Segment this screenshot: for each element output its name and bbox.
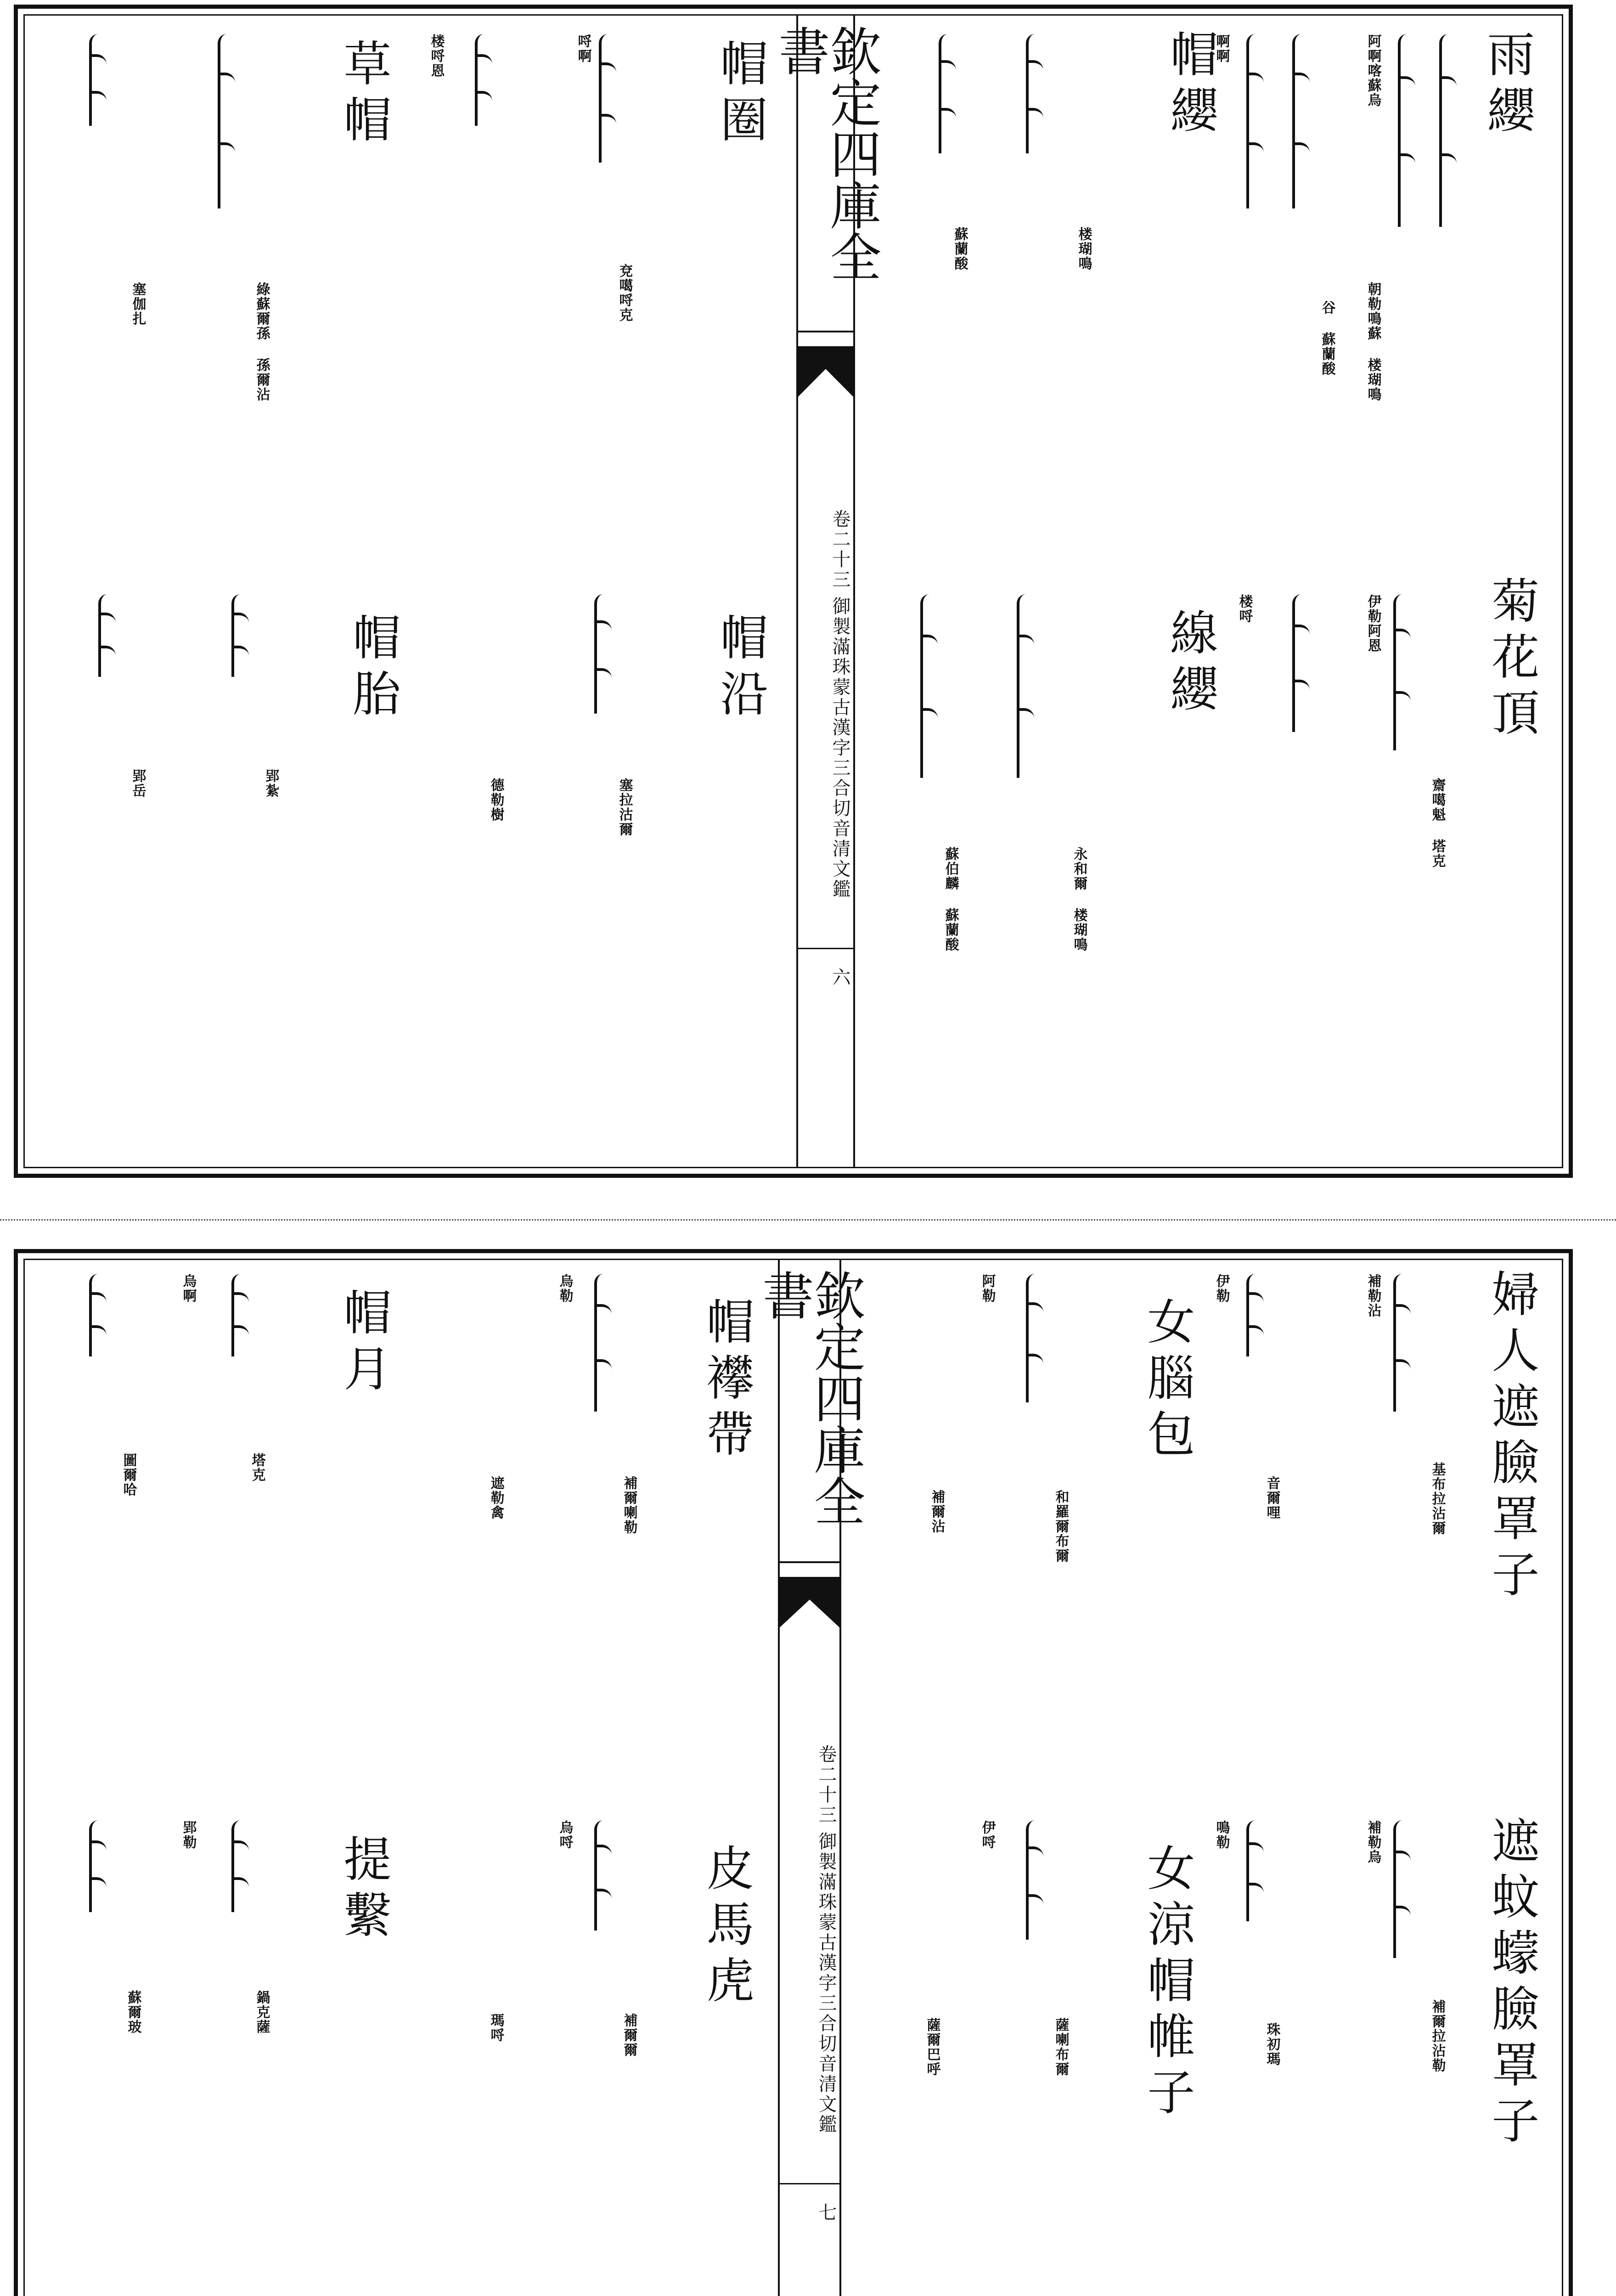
- gloss-text: 永和爾 楼瑚鳴: [1071, 847, 1087, 952]
- gloss-text: 烏啊: [180, 1274, 197, 1303]
- gloss-text: 珠初瑪: [1264, 2022, 1280, 2066]
- gloss-text: 伊勒: [1213, 1274, 1230, 1303]
- gloss-text: 朝勒鳴蘇 楼瑚鳴: [1365, 282, 1381, 402]
- manchu-script: [1393, 1274, 1417, 1412]
- manchu-script: [939, 34, 963, 153]
- entry-heading: 女涼帽帷子: [1139, 1843, 1195, 2123]
- gloss-text: 塔克: [249, 1453, 265, 1482]
- gloss-text: 補勒烏: [1365, 1820, 1381, 1864]
- gloss-text: 烏哷: [557, 1820, 573, 1850]
- gloss-text: 哷啊: [575, 34, 591, 63]
- gloss-text: 阿勒: [979, 1274, 996, 1303]
- gloss-text: 鍋克薩: [253, 1990, 270, 2034]
- manchu-script: [599, 34, 623, 163]
- entry-heading: 帽月: [335, 1288, 392, 1400]
- gloss-text: 兗噶哷克: [616, 264, 633, 322]
- entry-heading: 菊花頂: [1483, 576, 1540, 744]
- gloss-text: 圖爾哈: [120, 1453, 137, 1497]
- entry-heading: 帽沿: [712, 613, 768, 725]
- manchu-script: [1398, 34, 1422, 227]
- manchu-script: [920, 594, 944, 778]
- manchu-script: [594, 1820, 618, 1930]
- gloss-text: 蘇蘭酸: [952, 227, 968, 271]
- gloss-text: 遮勒禽: [488, 1476, 504, 1520]
- gloss-text: 啊啊: [1213, 34, 1230, 63]
- manchu-script: [1026, 34, 1050, 153]
- manchu-script: [1292, 594, 1316, 732]
- gloss-text: 阿啊喀蘇烏: [1365, 34, 1381, 107]
- gloss-text: 塞拉沽爾: [616, 778, 633, 837]
- manchu-script: [1026, 1820, 1050, 1940]
- entry-heading: 婦人遮臉罩子: [1483, 1269, 1540, 1605]
- manchu-script: [1393, 1820, 1417, 1958]
- top-folio: 六: [798, 948, 853, 1000]
- entry-heading: 帽圈: [712, 39, 768, 151]
- page-divider: [0, 1219, 1616, 1221]
- manchu-script: [1393, 594, 1417, 750]
- manchu-script: [594, 1274, 618, 1412]
- bottom-spine-fishtail: [780, 1577, 839, 1627]
- gloss-text: 楼哷: [1236, 594, 1253, 624]
- entry-heading: 提繫: [335, 1834, 392, 1946]
- bottom-folio: 七: [780, 2183, 839, 2235]
- gloss-text: 伊哷: [979, 1820, 996, 1850]
- entry-heading: 女腦包: [1139, 1297, 1195, 1465]
- gloss-text: 谷 蘇蘭酸: [1319, 300, 1335, 376]
- manchu-script: [1439, 34, 1463, 227]
- gloss-text: 塞伽扎: [130, 282, 146, 326]
- manchu-script: [1017, 594, 1041, 778]
- gloss-text: 補爾喇勒: [621, 1476, 637, 1535]
- gloss-text: 薩爾巴呼: [924, 2018, 940, 2077]
- manchu-script: [1292, 34, 1316, 208]
- top-page-frame: [23, 14, 1563, 1168]
- gloss-text: 綠蘇爾孫 孫爾沾: [253, 282, 270, 402]
- gloss-text: 補爾沾: [929, 1490, 945, 1534]
- gloss-text: 薩喇布爾: [1053, 2018, 1069, 2077]
- bottom-page-frame: [23, 1259, 1563, 2296]
- entry-heading: 草帽: [335, 39, 392, 151]
- gloss-text: 基布拉沾爾: [1429, 1462, 1446, 1536]
- entry-heading: 雨纓: [1479, 29, 1535, 141]
- entry-heading: 皮馬虎: [698, 1843, 755, 2011]
- gloss-text: 齋噶魁 塔克: [1429, 778, 1446, 868]
- top-page: [14, 5, 1573, 1178]
- manchu-script: [98, 594, 122, 677]
- top-spine-fishtail: [798, 346, 853, 397]
- gloss-text: 瑪哷: [488, 2013, 504, 2043]
- gloss-text: 蘇伯麟 蘇蘭酸: [942, 847, 959, 952]
- gloss-text: 鳴勒: [1213, 1820, 1230, 1850]
- manchu-script: [1246, 1820, 1270, 1921]
- gloss-text: 德勒樹: [488, 778, 504, 822]
- gloss-text: 楼哷恩: [428, 34, 445, 78]
- gloss-text: 郢勒: [180, 1820, 197, 1850]
- top-spine-subtitle: [798, 429, 853, 980]
- gloss-text: 補爾爾: [621, 2013, 637, 2057]
- entry-heading: 帽胎: [344, 613, 401, 725]
- entry-heading: 遮蚊蠓臉罩子: [1483, 1816, 1540, 2152]
- bottom-spine-title: 欽定四庫全書: [780, 1260, 839, 1563]
- gloss-text: 補勒沾: [1365, 1274, 1381, 1318]
- bottom-page: [14, 1249, 1573, 2296]
- manchu-script: [231, 594, 255, 677]
- gloss-text: 楼瑚鳴: [1075, 227, 1092, 271]
- gloss-text: 伊勒阿恩: [1365, 594, 1381, 653]
- bottom-spine-volume: 卷二十三: [816, 1745, 837, 1825]
- entry-heading: 帽纓: [1162, 29, 1218, 141]
- gloss-text: 和羅爾布爾: [1053, 1490, 1069, 1563]
- manchu-script: [231, 1274, 255, 1356]
- top-spine-title: 欽定四庫全書: [798, 16, 853, 332]
- gloss-text: 郢岳: [130, 769, 146, 798]
- gloss-text: 烏勒: [557, 1274, 573, 1303]
- bottom-spine-book: 御製滿珠蒙古漢字三合切音清文鑑: [816, 1832, 837, 2135]
- manchu-script: [1246, 1274, 1270, 1356]
- top-spine: [770, 16, 881, 1167]
- entry-heading: 線纓: [1162, 608, 1218, 720]
- top-spine-volume: 卷二十三: [829, 509, 850, 590]
- gloss-text: 補爾拉沾勒: [1429, 1999, 1446, 2073]
- manchu-script: [89, 34, 113, 126]
- gloss-text: 郢紮: [263, 769, 279, 798]
- entry-heading: 帽襻帶: [698, 1297, 755, 1465]
- bottom-spine: [754, 1260, 865, 2296]
- manchu-script: [1026, 1274, 1050, 1402]
- manchu-script: [218, 34, 242, 208]
- manchu-script: [231, 1820, 255, 1912]
- gloss-text: 蘇爾玻: [125, 1990, 141, 2034]
- manchu-script: [89, 1274, 113, 1356]
- bottom-spine-subtitle: [780, 1664, 839, 2215]
- manchu-script: [475, 34, 499, 126]
- gloss-text: 音爾哩: [1264, 1476, 1280, 1520]
- manchu-script: [594, 594, 618, 714]
- manchu-script: [1246, 34, 1270, 208]
- manchu-script: [89, 1820, 113, 1912]
- top-spine-book: 御製滿珠蒙古漢字三合切音清文鑑: [829, 597, 850, 900]
